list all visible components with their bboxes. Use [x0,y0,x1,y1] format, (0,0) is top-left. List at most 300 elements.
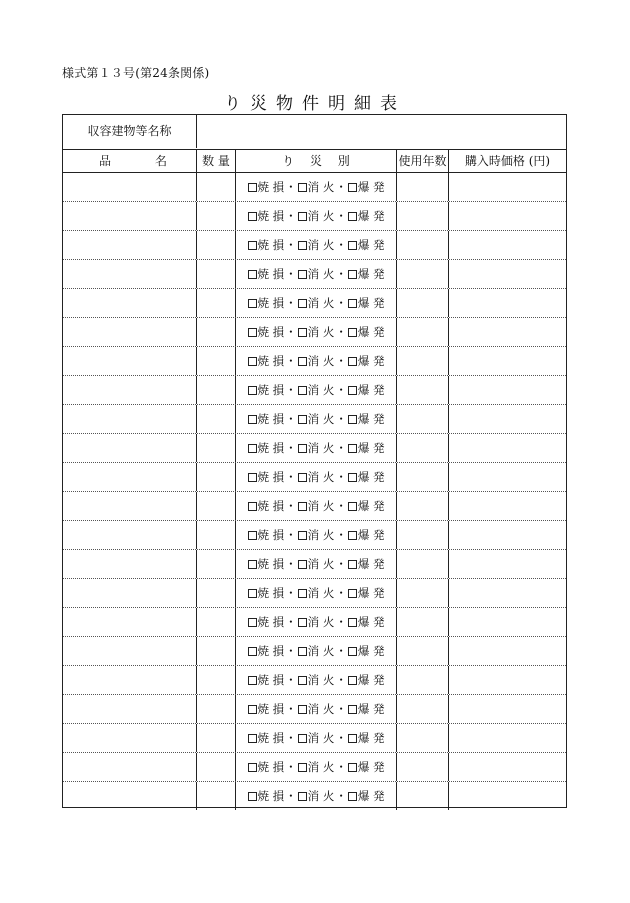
item-name-cell[interactable] [63,492,197,520]
damage-option[interactable] [248,347,285,375]
purchase-price-cell[interactable] [449,202,566,230]
option-separator: ・ [335,528,347,542]
option-separator: ・ [335,731,347,745]
quantity-cell[interactable] [197,463,236,491]
damage-option[interactable] [248,550,285,578]
damage-option-label: 消 火 [307,354,335,368]
damage-option[interactable] [298,260,335,288]
option-separator: ・ [335,441,347,455]
checkbox-icon[interactable] [248,241,257,250]
damage-option[interactable] [348,637,385,665]
damage-option[interactable] [298,289,335,317]
checkbox-icon[interactable] [248,473,257,482]
damage-option[interactable] [298,724,335,752]
checkbox-icon[interactable] [298,444,307,453]
checkbox-icon[interactable] [248,212,257,221]
quantity-cell[interactable] [197,637,236,665]
item-name-cell[interactable] [63,231,197,259]
damage-option-label: 爆 発 [357,673,385,687]
damage-option[interactable] [348,782,385,810]
damage-type-cell [236,579,397,607]
years-used-cell[interactable] [397,463,449,491]
table-row [63,260,566,289]
quantity-cell[interactable] [197,492,236,520]
table-row [63,173,566,202]
damage-option-label: 焼 損 [257,586,285,600]
quantity-cell[interactable] [197,695,236,723]
option-separator: ・ [335,615,347,629]
checkbox-icon[interactable] [348,241,357,250]
damage-type-cell [236,318,397,346]
item-name-cell[interactable] [63,463,197,491]
years-used-cell[interactable] [397,434,449,462]
checkbox-icon[interactable] [298,792,307,801]
quantity-cell[interactable] [197,579,236,607]
damage-option[interactable] [298,347,335,375]
checkbox-icon[interactable] [298,618,307,627]
checkbox-icon[interactable] [298,270,307,279]
damage-option-label: 焼 損 [257,760,285,774]
checkbox-icon[interactable] [348,473,357,482]
damage-option-label: 爆 発 [357,267,385,281]
purchase-price-cell[interactable] [449,347,566,375]
years-used-cell[interactable] [397,173,449,201]
damage-option[interactable] [248,463,285,491]
checkbox-icon[interactable] [248,444,257,453]
checkbox-icon[interactable] [298,357,307,366]
checkbox-icon[interactable] [248,531,257,540]
checkbox-icon[interactable] [298,212,307,221]
damage-option-label: 焼 損 [257,557,285,571]
years-used-cell[interactable] [397,376,449,404]
damage-option[interactable] [298,463,335,491]
damage-option-label: 爆 発 [357,731,385,745]
damage-option-label: 爆 発 [357,470,385,484]
purchase-price-cell[interactable] [449,753,566,781]
damage-option[interactable] [348,695,385,723]
damage-option-label: 爆 発 [357,760,385,774]
option-separator: ・ [285,412,297,426]
quantity-cell[interactable] [197,405,236,433]
damage-option[interactable] [298,753,335,781]
purchase-price-cell[interactable] [449,695,566,723]
damage-option[interactable] [298,434,335,462]
checkbox-icon[interactable] [298,473,307,482]
damage-type-cell [236,173,397,201]
checkbox-icon[interactable] [248,502,257,511]
item-name-cell[interactable] [63,434,197,462]
checkbox-icon[interactable] [248,676,257,685]
damage-option[interactable] [298,231,335,259]
damage-option[interactable] [248,666,285,694]
item-name-cell[interactable] [63,579,197,607]
checkbox-icon[interactable] [348,531,357,540]
damage-option[interactable] [248,173,285,201]
purchase-price-cell[interactable] [449,608,566,636]
damage-option[interactable] [248,724,285,752]
checkbox-icon[interactable] [348,676,357,685]
damage-option-label: 消 火 [307,383,335,397]
damage-option[interactable] [298,637,335,665]
checkbox-icon[interactable] [348,444,357,453]
damage-option[interactable] [348,724,385,752]
damage-option-label: 爆 発 [357,325,385,339]
option-separator: ・ [285,615,297,629]
checkbox-icon[interactable] [348,763,357,772]
damage-option[interactable] [298,521,335,549]
purchase-price-cell[interactable] [449,463,566,491]
purchase-price-cell[interactable] [449,637,566,665]
purchase-price-cell[interactable] [449,521,566,549]
building-name-row [63,115,566,150]
checkbox-icon[interactable] [348,502,357,511]
years-used-cell[interactable] [397,521,449,549]
checkbox-icon[interactable] [298,560,307,569]
purchase-price-cell[interactable] [449,260,566,288]
checkbox-icon[interactable] [248,328,257,337]
table-row [63,405,566,434]
damage-type-cell [236,666,397,694]
damage-option-label: 爆 発 [357,499,385,513]
option-separator: ・ [335,238,347,252]
damage-option-label: 焼 損 [257,412,285,426]
damage-option[interactable] [298,782,335,810]
damage-option[interactable] [298,173,335,201]
years-used-cell[interactable] [397,289,449,317]
damage-option[interactable] [298,608,335,636]
damage-option-label: 消 火 [307,644,335,658]
damage-option[interactable] [348,550,385,578]
years-used-cell[interactable] [397,260,449,288]
damage-option[interactable] [298,695,335,723]
damage-option-label: 爆 発 [357,441,385,455]
years-used-cell[interactable] [397,550,449,578]
damage-option[interactable] [298,318,335,346]
option-separator: ・ [335,267,347,281]
checkbox-icon[interactable] [348,618,357,627]
years-used-cell[interactable] [397,318,449,346]
quantity-cell[interactable] [197,173,236,201]
damage-option[interactable] [348,202,385,230]
purchase-price-cell[interactable] [449,782,566,810]
option-separator: ・ [285,325,297,339]
option-separator: ・ [335,296,347,310]
checkbox-icon[interactable] [298,531,307,540]
damage-option[interactable] [348,231,385,259]
quantity-cell[interactable] [197,202,236,230]
item-name-cell[interactable] [63,666,197,694]
purchase-price-cell[interactable] [449,289,566,317]
table-row [63,289,566,318]
item-name-cell[interactable] [63,608,197,636]
checkbox-icon[interactable] [298,705,307,714]
checkbox-icon[interactable] [298,502,307,511]
damage-option[interactable] [248,318,285,346]
damage-option-label: 爆 発 [357,180,385,194]
damage-detail-table [62,114,567,808]
checkbox-icon[interactable] [348,792,357,801]
damage-type-cell [236,434,397,462]
checkbox-icon[interactable] [348,705,357,714]
years-used-cell[interactable] [397,753,449,781]
checkbox-icon[interactable] [248,618,257,627]
quantity-cell[interactable] [197,231,236,259]
purchase-price-cell[interactable] [449,376,566,404]
option-separator: ・ [285,180,297,194]
damage-option[interactable] [348,173,385,201]
damage-option[interactable] [248,695,285,723]
quantity-cell[interactable] [197,434,236,462]
checkbox-icon[interactable] [348,560,357,569]
years-used-cell[interactable] [397,724,449,752]
quantity-cell[interactable] [197,318,236,346]
checkbox-icon[interactable] [248,705,257,714]
damage-option[interactable] [348,608,385,636]
purchase-price-cell[interactable] [449,405,566,433]
purchase-price-cell[interactable] [449,434,566,462]
damage-option-label: 消 火 [307,528,335,542]
purchase-price-cell[interactable] [449,173,566,201]
purchase-price-cell[interactable] [449,550,566,578]
checkbox-icon[interactable] [248,415,257,424]
checkbox-icon[interactable] [248,647,257,656]
checkbox-icon[interactable] [248,589,257,598]
purchase-price-cell[interactable] [449,231,566,259]
item-name-cell[interactable] [63,521,197,549]
option-separator: ・ [335,760,347,774]
option-separator: ・ [285,789,297,803]
page-title: り災物件明細表 [224,94,406,114]
years-used-cell[interactable] [397,231,449,259]
damage-option-label: 焼 損 [257,673,285,687]
damage-option[interactable] [248,782,285,810]
purchase-price-cell[interactable] [449,318,566,346]
damage-option[interactable] [248,231,285,259]
damage-type-cell [236,637,397,665]
table-row [63,695,566,724]
table-row [63,231,566,260]
damage-option[interactable] [348,579,385,607]
checkbox-icon[interactable] [298,241,307,250]
years-used-cell[interactable] [397,695,449,723]
table-header [63,150,566,173]
damage-option[interactable] [298,579,335,607]
checkbox-icon[interactable] [348,415,357,424]
damage-option[interactable] [348,463,385,491]
checkbox-icon[interactable] [348,270,357,279]
damage-option[interactable] [348,289,385,317]
purchase-price-cell[interactable] [449,666,566,694]
damage-type-cell [236,405,397,433]
checkbox-icon[interactable] [348,386,357,395]
damage-option-label: 消 火 [307,412,335,426]
years-used-cell[interactable] [397,579,449,607]
years-used-cell[interactable] [397,202,449,230]
damage-option[interactable] [298,376,335,404]
damage-option-label: 爆 発 [357,789,385,803]
damage-option[interactable] [248,608,285,636]
item-name-cell[interactable] [63,173,197,201]
item-name-cell[interactable] [63,318,197,346]
damage-option[interactable] [248,492,285,520]
damage-option-label: 爆 発 [357,383,385,397]
item-name-cell[interactable] [63,202,197,230]
item-name-cell[interactable] [63,405,197,433]
checkbox-icon[interactable] [248,386,257,395]
quantity-cell[interactable] [197,347,236,375]
header-item-name [63,150,197,172]
damage-option-label: 焼 損 [257,354,285,368]
damage-option-label: 消 火 [307,470,335,484]
years-used-cell[interactable] [397,782,449,810]
damage-option[interactable] [248,579,285,607]
checkbox-icon[interactable] [298,734,307,743]
damage-option[interactable] [348,434,385,462]
damage-option-label: 焼 損 [257,499,285,513]
checkbox-icon[interactable] [348,299,357,308]
damage-option[interactable] [248,376,285,404]
purchase-price-cell[interactable] [449,579,566,607]
purchase-price-cell[interactable] [449,724,566,752]
damage-option-label: 爆 発 [357,354,385,368]
damage-option[interactable] [348,376,385,404]
item-name-cell[interactable] [63,724,197,752]
damage-option[interactable] [248,637,285,665]
damage-option[interactable] [248,434,285,462]
checkbox-icon[interactable] [248,763,257,772]
checkbox-icon[interactable] [348,357,357,366]
quantity-cell[interactable] [197,260,236,288]
form-number: 様式第１３号(第24条関係) [62,66,210,80]
purchase-price-cell[interactable] [449,492,566,520]
damage-option-label: 焼 損 [257,615,285,629]
checkbox-icon[interactable] [298,589,307,598]
item-name-cell[interactable] [63,376,197,404]
checkbox-icon[interactable] [348,183,357,192]
damage-option-label: 焼 損 [257,383,285,397]
quantity-cell[interactable] [197,666,236,694]
checkbox-icon[interactable] [298,415,307,424]
years-used-cell[interactable] [397,347,449,375]
table-row [63,550,566,579]
checkbox-icon[interactable] [298,183,307,192]
years-used-cell[interactable] [397,405,449,433]
item-name-cell[interactable] [63,260,197,288]
years-used-cell[interactable] [397,492,449,520]
building-name-field[interactable] [197,115,566,148]
damage-type-cell [236,202,397,230]
quantity-cell[interactable] [197,782,236,810]
checkbox-icon[interactable] [248,734,257,743]
damage-option[interactable] [248,260,285,288]
checkbox-icon[interactable] [248,357,257,366]
item-name-cell[interactable] [63,782,197,810]
damage-option[interactable] [298,550,335,578]
damage-option[interactable] [248,202,285,230]
damage-option[interactable] [298,492,335,520]
table-row [63,347,566,376]
damage-type-cell [236,550,397,578]
quantity-cell[interactable] [197,753,236,781]
checkbox-icon[interactable] [248,299,257,308]
damage-option-label: 焼 損 [257,731,285,745]
table-row [63,202,566,231]
checkbox-icon[interactable] [348,212,357,221]
checkbox-icon[interactable] [248,183,257,192]
item-name-cell[interactable] [63,550,197,578]
damage-option[interactable] [298,202,335,230]
checkbox-icon[interactable] [248,560,257,569]
damage-option-label: 焼 損 [257,644,285,658]
checkbox-icon[interactable] [248,270,257,279]
table-row [63,434,566,463]
damage-option-label: 消 火 [307,180,335,194]
damage-option[interactable] [348,753,385,781]
quantity-cell[interactable] [197,550,236,578]
damage-option-label: 消 火 [307,296,335,310]
checkbox-icon[interactable] [348,589,357,598]
damage-option[interactable] [348,666,385,694]
damage-option[interactable] [348,318,385,346]
option-separator: ・ [335,412,347,426]
checkbox-icon[interactable] [298,763,307,772]
damage-option-label: 爆 発 [357,702,385,716]
quantity-cell[interactable] [197,289,236,317]
quantity-cell[interactable] [197,521,236,549]
damage-option-label: 焼 損 [257,789,285,803]
item-name-cell[interactable] [63,347,197,375]
damage-option[interactable] [248,753,285,781]
damage-type-cell [236,347,397,375]
quantity-cell[interactable] [197,724,236,752]
quantity-cell[interactable] [197,376,236,404]
damage-option-label: 爆 発 [357,615,385,629]
damage-option[interactable] [348,492,385,520]
damage-option[interactable] [348,347,385,375]
checkbox-icon[interactable] [348,328,357,337]
damage-type-cell [236,463,397,491]
checkbox-icon[interactable] [298,386,307,395]
table-row [63,579,566,608]
checkbox-icon[interactable] [348,647,357,656]
damage-option[interactable] [348,521,385,549]
checkbox-icon[interactable] [348,734,357,743]
damage-option[interactable] [348,405,385,433]
damage-option[interactable] [298,405,335,433]
damage-type-cell [236,521,397,549]
checkbox-icon[interactable] [248,792,257,801]
years-used-cell[interactable] [397,608,449,636]
item-name-cell[interactable] [63,695,197,723]
years-used-cell[interactable] [397,637,449,665]
option-separator: ・ [335,673,347,687]
checkbox-icon[interactable] [298,328,307,337]
checkbox-icon[interactable] [298,647,307,656]
damage-option-label: 消 火 [307,499,335,513]
years-used-cell[interactable] [397,666,449,694]
quantity-cell[interactable] [197,608,236,636]
damage-option[interactable] [298,666,335,694]
damage-option[interactable] [248,405,285,433]
item-name-cell[interactable] [63,289,197,317]
damage-option[interactable] [248,521,285,549]
item-name-cell[interactable] [63,753,197,781]
damage-option[interactable] [248,289,285,317]
damage-option[interactable] [348,260,385,288]
item-name-cell[interactable] [63,637,197,665]
checkbox-icon[interactable] [298,299,307,308]
checkbox-icon[interactable] [298,676,307,685]
